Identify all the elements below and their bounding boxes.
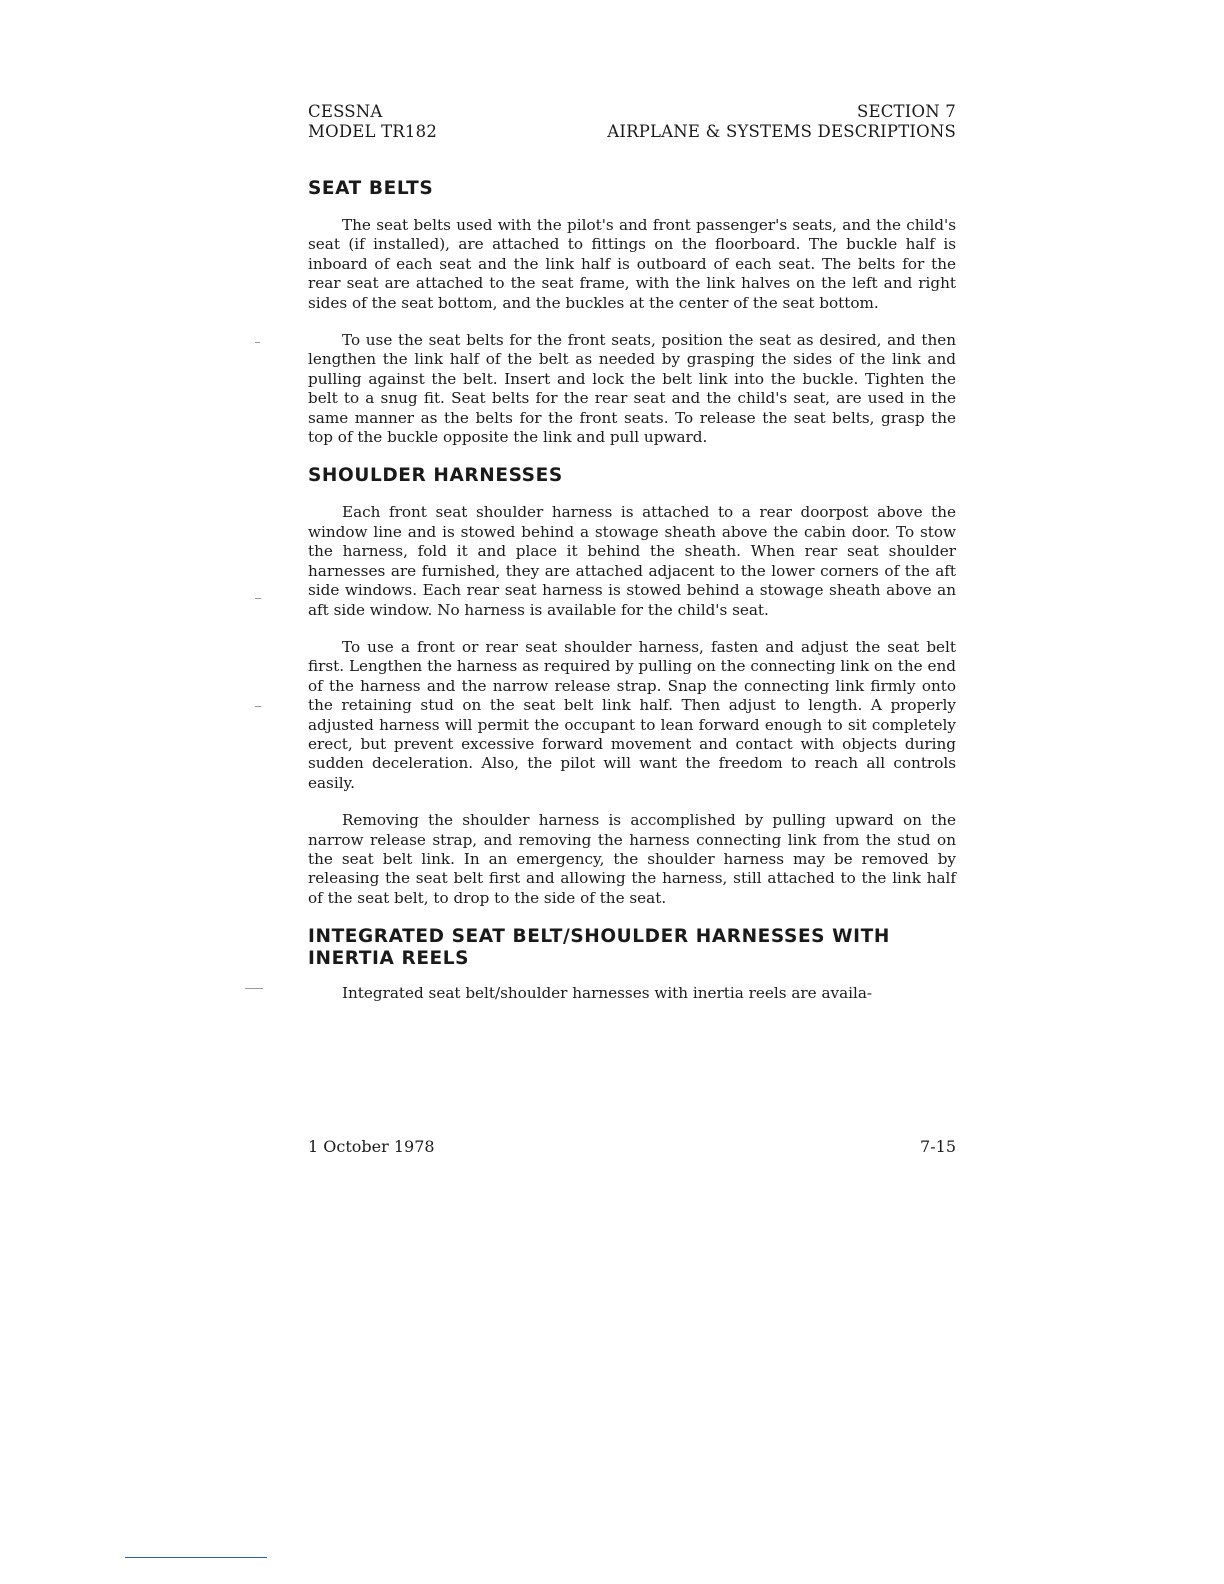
section-title: AIRPLANE & SYSTEMS DESCRIPTIONS [607,122,956,141]
paragraph-seat-belts-2: To use the seat belts for the front seats, position the seat as desired, and then lengthen the link half of the belt as needed by grasping the sides of the link and pulling against the belt. Insert and lock the belt link into the buckle. Tighten the belt to a snug fit. Seat belts for the rear seat and the child's seat, are used in the same manner as the belts for the front seats. To release the seat belts, grasp the top of the buckle opposite the link and pull upward. [308,331,956,447]
header-left [308,102,437,142]
heading-shoulder-harnesses: SHOULDER HARNESSES [308,465,563,487]
paragraph-shoulder-harnesses-3: Removing the shoulder harness is accomplished by pulling upward on the narrow release strap, and removing the harness connecting link from the stud on the seat belt link. In an emergency, the shoulder harness may be removed by releasing the seat belt first and allowing the harness, still attached to the link half of the seat belt, to drop to the side of the seat. [308,811,956,907]
model-name: MODEL TR182 [308,122,438,141]
header-right [607,102,956,142]
margin-mark [255,706,261,707]
heading-integrated-line1: INTEGRATED SEAT BELT/SHOULDER HARNESSES WITH [308,926,890,948]
heading-seat-belts: SEAT BELTS [308,178,434,199]
paragraph-shoulder-harnesses-2: To use a front or rear seat shoulder harness, fasten and adjust the seat belt first. Lengthen the harness as required by pulling on the connecting link on the end of the harness and the narrow release strap. Snap the connecting link firmly onto the retaining stud on the seat belt link half. Then adjust to length. A properly adjusted harness will permit the occupant to lean forward enough to sit completely erect, but prevent excessive forward movement and contact with objects during sudden deceleration. Also, the pilot will want the freedom to reach all controls easily. [308,637,956,792]
section-number: SECTION 7 [856,102,956,121]
margin-mark [245,988,263,989]
margin-mark [255,598,261,599]
page-content [308,178,956,1022]
paragraph-seat-belts-1: The seat belts used with the pilot's and front passenger's seats, and the child's seat (if installed), are attached to fittings on the floorboard. The buckle half is inboard of each seat and the link half is outboard of each seat. The belts for the rear seat are attached to the seat frame, with the link halves on the left and right sides of the seat bottom, and the buckles at the center of the seat bottom. [308,216,956,312]
manufacturer-name: CESSNA [308,102,383,121]
heading-integrated-harnesses [308,926,956,970]
link-underline [125,1557,267,1558]
margin-mark [255,342,260,343]
heading-integrated-line2: INERTIA REELS [308,948,470,970]
paragraph-shoulder-harnesses-1: Each front seat shoulder harness is attached to a rear doorpost above the window line and is stowed behind a stowage sheath above the cabin door. To stow the harness, fold it and place it behind the sheath. When rear seat shoulder harnesses are furnished, they are attached adjacent to the lower corners of the aft side windows. Each rear seat harness is stowed behind a stowage sheath above an aft side window. No harness is available for the child's seat. [308,503,956,619]
revision-date: 1 October 1978 [308,1137,435,1156]
paragraph-integrated-1: Integrated seat belt/shoulder harnesses with inertia reels are availa- [342,984,873,1003]
page-number: 7-15 [920,1137,956,1156]
